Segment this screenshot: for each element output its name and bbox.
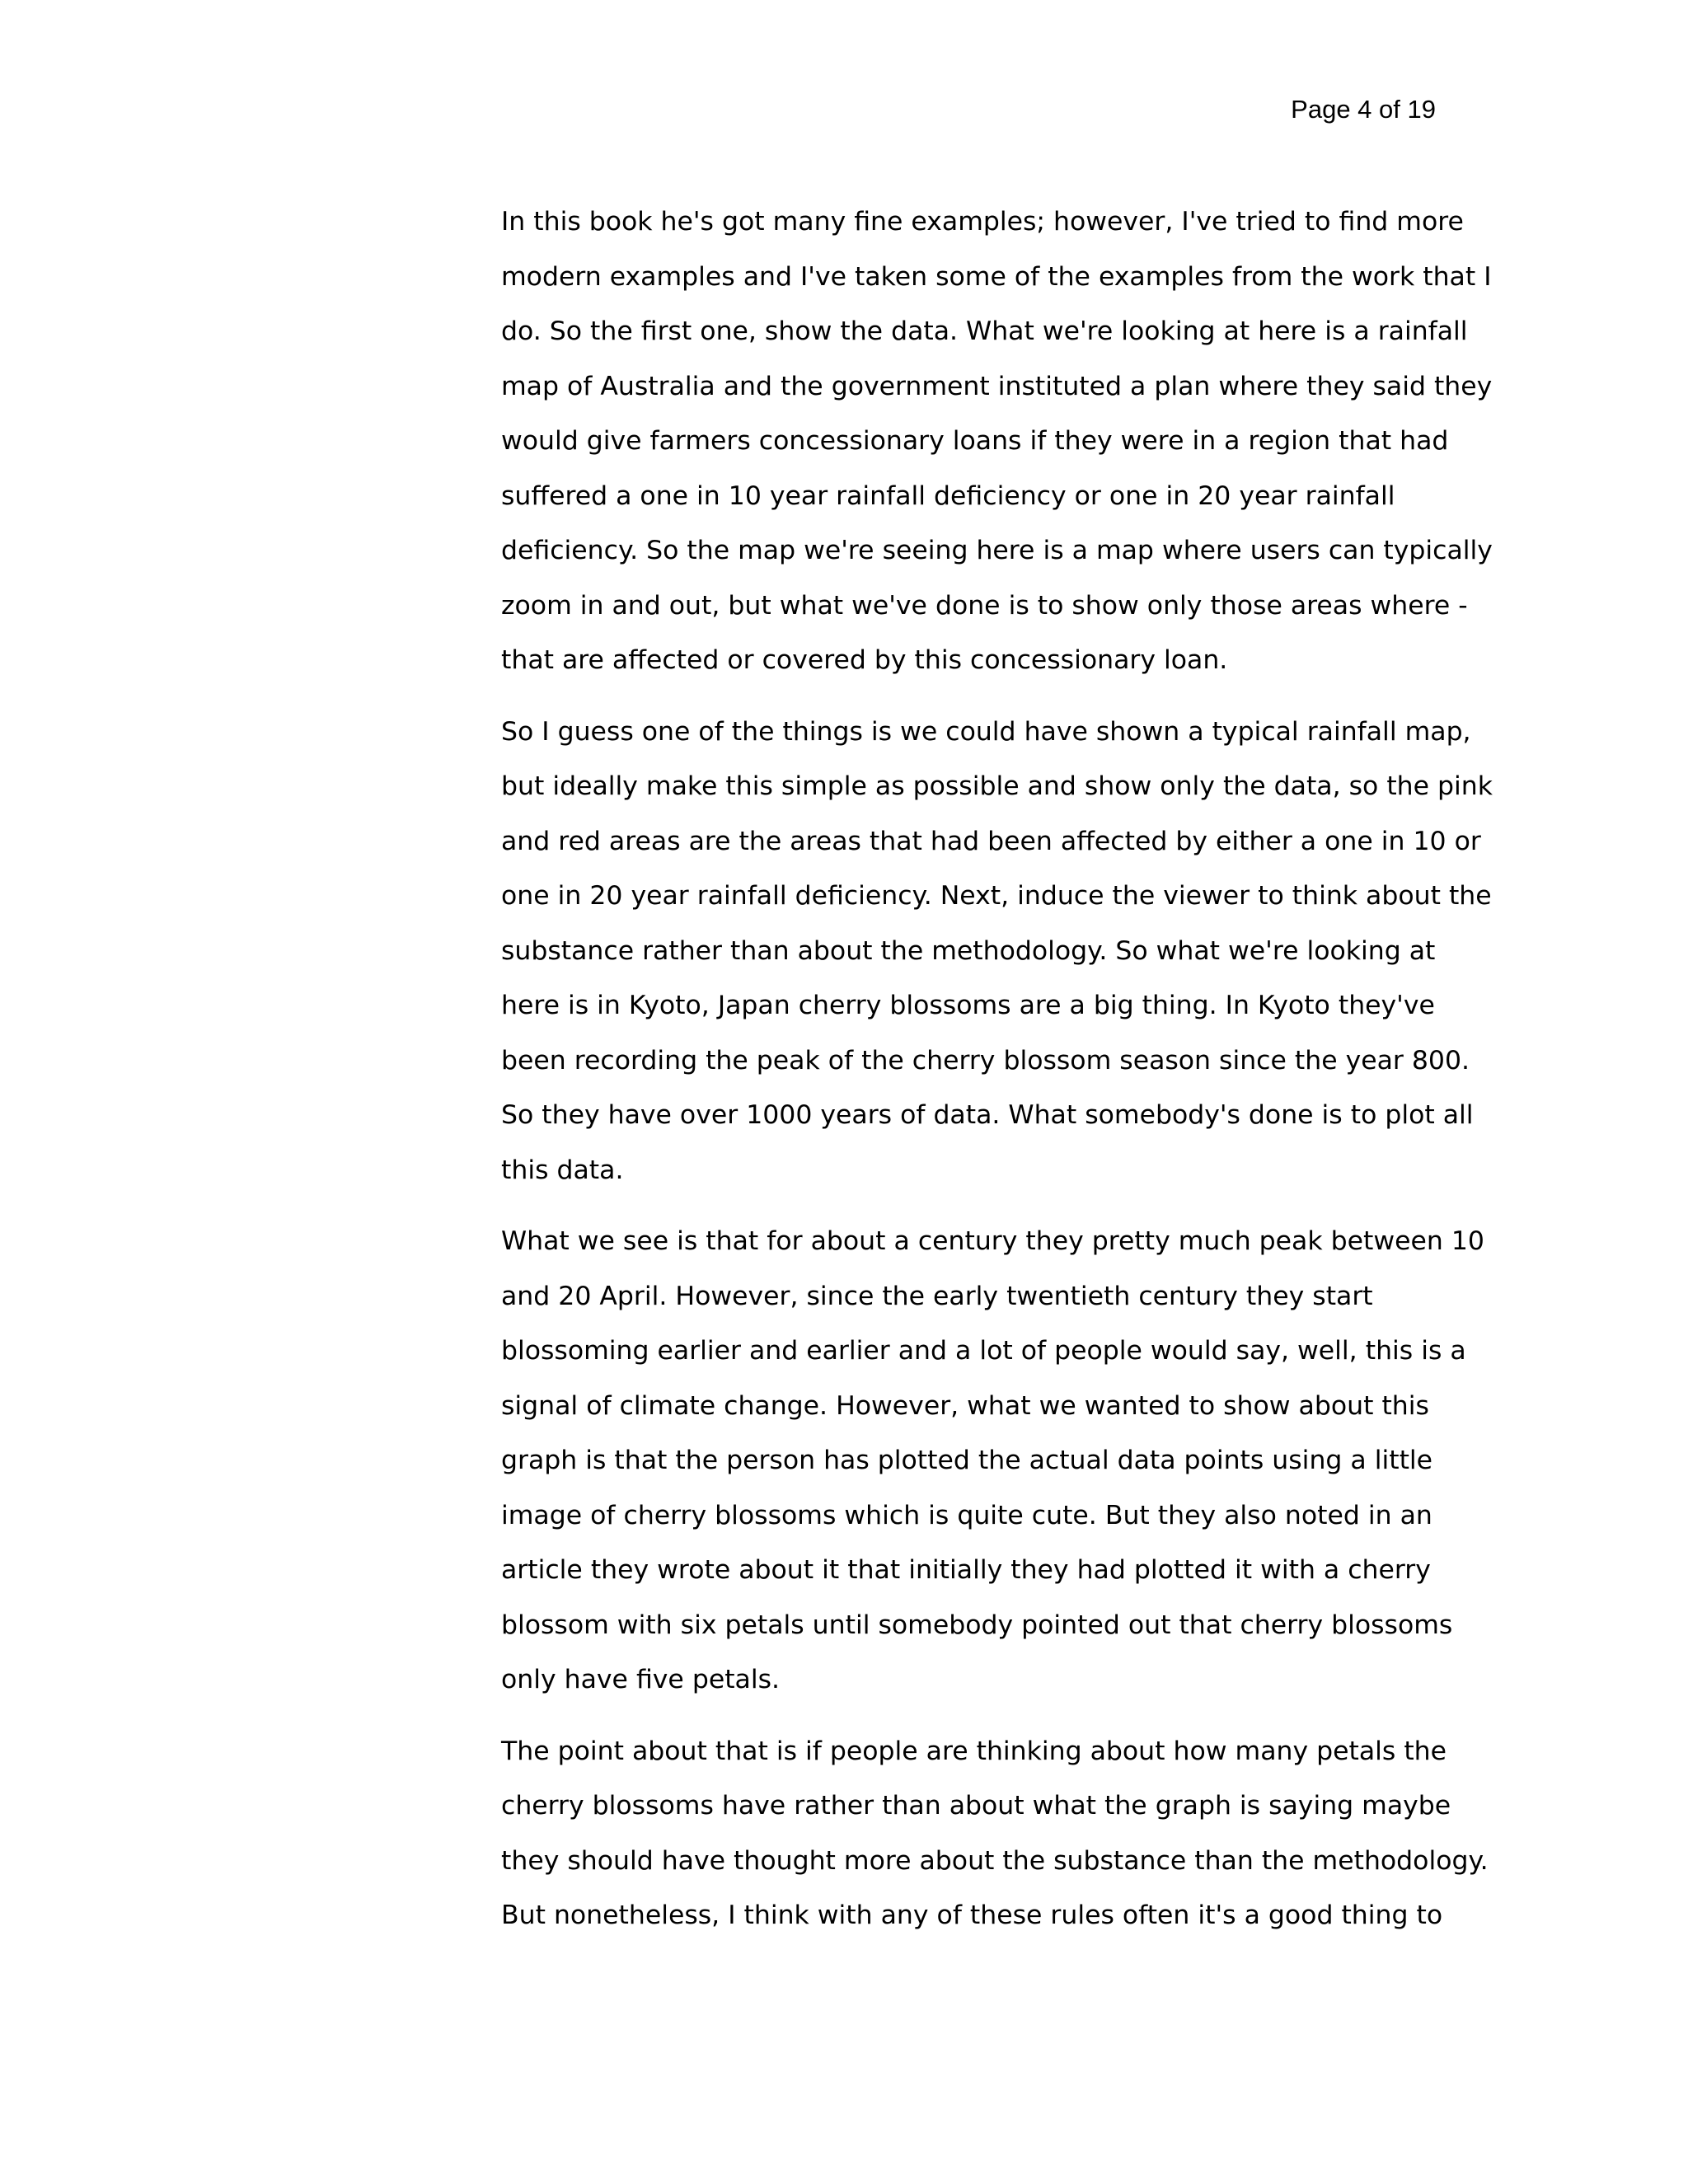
text-line: article they wrote about it that initially they had plotted it with a cherry bbox=[501, 1555, 1431, 1585]
text-line: cherry blossoms have rather than about what the graph is saying maybe bbox=[501, 1791, 1451, 1821]
text-line: image of cherry blossoms which is quite cute. But they also noted in an bbox=[501, 1500, 1432, 1530]
text-line: only have five petals. bbox=[501, 1665, 781, 1694]
text-line: do. So the first one, show the data. What we're looking at here is a rainfall bbox=[501, 316, 1468, 346]
text-line: here is in Kyoto, Japan cherry blossoms are a big thing. In Kyoto they've bbox=[501, 991, 1435, 1020]
text-line: suffered a one in 10 year rainfall deficiency or one in 20 year rainfall bbox=[501, 480, 1395, 511]
text-line: The point about that is if people are thinking about how many petals the bbox=[501, 1736, 1447, 1766]
paragraph-3 bbox=[501, 1214, 1484, 1708]
paragraph-2 bbox=[501, 705, 1493, 1198]
text-line: blossoming earlier and earlier and a lot of people would say, well, this is a bbox=[501, 1336, 1466, 1366]
paragraph-4 bbox=[501, 1724, 1489, 1943]
text-line: zoom in and out, but what we've done is to show only those areas where - bbox=[501, 590, 1468, 621]
text-line: this data. bbox=[501, 1155, 624, 1185]
text-line: but ideally make this simple as possible and show only the data, so the pink bbox=[501, 771, 1493, 801]
text-line: they should have thought more about the substance than the methodology. bbox=[501, 1845, 1489, 1876]
text-line: blossom with six petals until somebody pointed out that cherry blossoms bbox=[501, 1610, 1453, 1640]
text-line: So I guess one of the things is we could have shown a typical rainfall map, bbox=[501, 716, 1471, 747]
text-line: would give farmers concessionary loans if they were in a region that had bbox=[501, 426, 1449, 456]
paragraph-1 bbox=[501, 194, 1493, 688]
text-line: and red areas are the areas that had been affected by either a one in 10 or bbox=[501, 826, 1481, 856]
document-body bbox=[501, 194, 1493, 1960]
text-line: modern examples and I've taken some of the examples from the work that I bbox=[501, 261, 1492, 292]
text-line: So they have over 1000 years of data. What somebody's done is to plot all bbox=[501, 1100, 1474, 1130]
text-line: deficiency. So the map we're seeing here is a map where users can typically bbox=[501, 536, 1493, 565]
text-line: map of Australia and the government instituted a plan where they said they bbox=[501, 371, 1493, 401]
text-line: signal of climate change. However, what we wanted to show about this bbox=[501, 1390, 1429, 1421]
text-line: been recording the peak of the cherry blossom season since the year 800. bbox=[501, 1045, 1470, 1076]
text-line: But nonetheless, I think with any of these rules often it's a good thing to bbox=[501, 1900, 1443, 1930]
text-line: one in 20 year rainfall deficiency. Next, induce the viewer to think about the bbox=[501, 881, 1492, 911]
text-line: What we see is that for about a century they pretty much peak between 10 bbox=[501, 1226, 1484, 1256]
page-number: Page 4 of 19 bbox=[1291, 95, 1436, 124]
text-line: and 20 April. However, since the early twentieth century they start bbox=[501, 1281, 1373, 1311]
text-line: In this book he's got many fine examples; however, I've tried to find more bbox=[501, 207, 1464, 237]
text-line: that are affected or covered by this concessionary loan. bbox=[501, 645, 1228, 675]
text-line: graph is that the person has plotted the actual data points using a little bbox=[501, 1446, 1433, 1475]
text-line: substance rather than about the methodology. So what we're looking at bbox=[501, 935, 1436, 966]
